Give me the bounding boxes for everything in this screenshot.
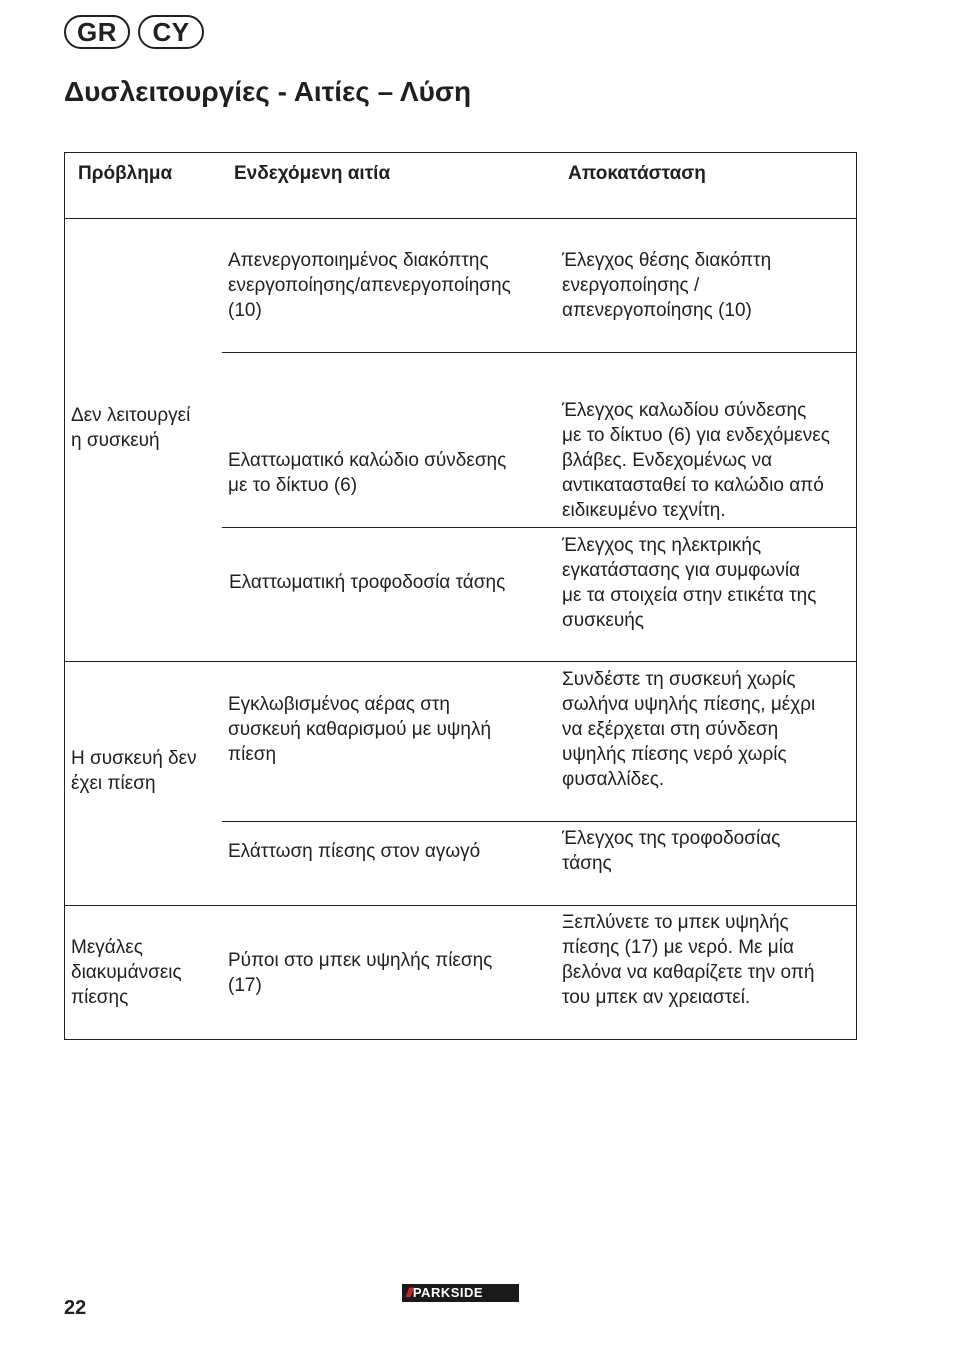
header-cause: Ενδεχόμενη αιτία <box>234 163 391 184</box>
problem-cell: Μεγάλες διακυμάνσεις πίεσης <box>71 937 182 1008</box>
remedy-cell: Συνδέστε τη συσκευή χωρίς σωλήνα υψηλής πίεσης, μέχρι να εξέρχεται στη σύνδεση υψηλής πίεσης νερό χωρίς φυσαλλίδες. <box>562 669 816 790</box>
group-divider <box>64 905 857 906</box>
page-title: Δυσλειτουργίες - Αιτίες – Λύση <box>64 76 472 107</box>
row-divider <box>222 821 857 822</box>
header-problem: Πρόβλημα <box>78 163 173 184</box>
language-badge-cy: CY <box>138 15 204 49</box>
cause-cell: Ελάττωση πίεσης στον αγωγό <box>228 841 481 862</box>
header-remedy: Αποκατάσταση <box>568 163 706 184</box>
row-divider <box>222 527 857 528</box>
logo-stripes-icon: /// <box>406 1285 411 1300</box>
row-divider <box>222 352 857 353</box>
table-border-right <box>856 152 857 1040</box>
language-badge-gr: GR <box>64 15 130 49</box>
table-border-bottom <box>64 1039 857 1040</box>
cause-cell: Ελαττωματική τροφοδοσία τάσης <box>229 572 506 593</box>
remedy-cell: Έλεγχος καλωδίου σύνδεσης με το δίκτυο (6) για ενδεχόμενες βλάβες. Ενδεχομένως να αντικατασταθεί το καλώδιο από ειδικευμένο τεχνίτη. <box>562 400 830 521</box>
cause-cell: Ελαττωματικό καλώδιο σύνδεσης με το δίκτυο (6) <box>228 450 507 496</box>
table-border-left <box>64 152 65 1040</box>
parkside-logo <box>402 1284 519 1302</box>
header-divider <box>64 218 857 219</box>
cause-cell: Εγκλωβισμένος αέρας στη συσκευή καθαρισμού με υψηλή πίεση <box>228 694 492 765</box>
page-number: 22 <box>64 1297 87 1319</box>
remedy-cell: Έλεγχος της ηλεκτρικής εγκατάστασης για συμφωνία με τα στοιχεία στην ετικέτα της συσκευής <box>562 535 817 631</box>
logo-text: PARKSIDE <box>412 1285 484 1300</box>
remedy-cell: Έλεγχος της τροφοδοσίας τάσης <box>562 828 781 874</box>
problem-cell: Δεν λειτουργεί η συσκευή <box>71 405 191 451</box>
remedy-cell: Έλεγχος θέσης διακόπτη ενεργοποίησης / απενεργοποίησης (10) <box>562 250 772 321</box>
group-divider <box>64 661 857 662</box>
cause-cell: Ρύποι στο μπεκ υψηλής πίεσης (17) <box>228 950 493 996</box>
cause-cell: Απενεργοποιημένος διακόπτης ενεργοποίησης/απενεργοποίησης (10) <box>228 250 511 321</box>
table-border-top <box>64 152 857 153</box>
remedy-cell: Ξεπλύνετε το μπεκ υψηλής πίεσης (17) με νερό. Με μία βελόνα να καθαρίζετε την οπή του μπεκ αν χρειαστεί. <box>562 912 815 1008</box>
problem-cell: Η συσκευή δεν έχει πίεση <box>71 748 197 794</box>
